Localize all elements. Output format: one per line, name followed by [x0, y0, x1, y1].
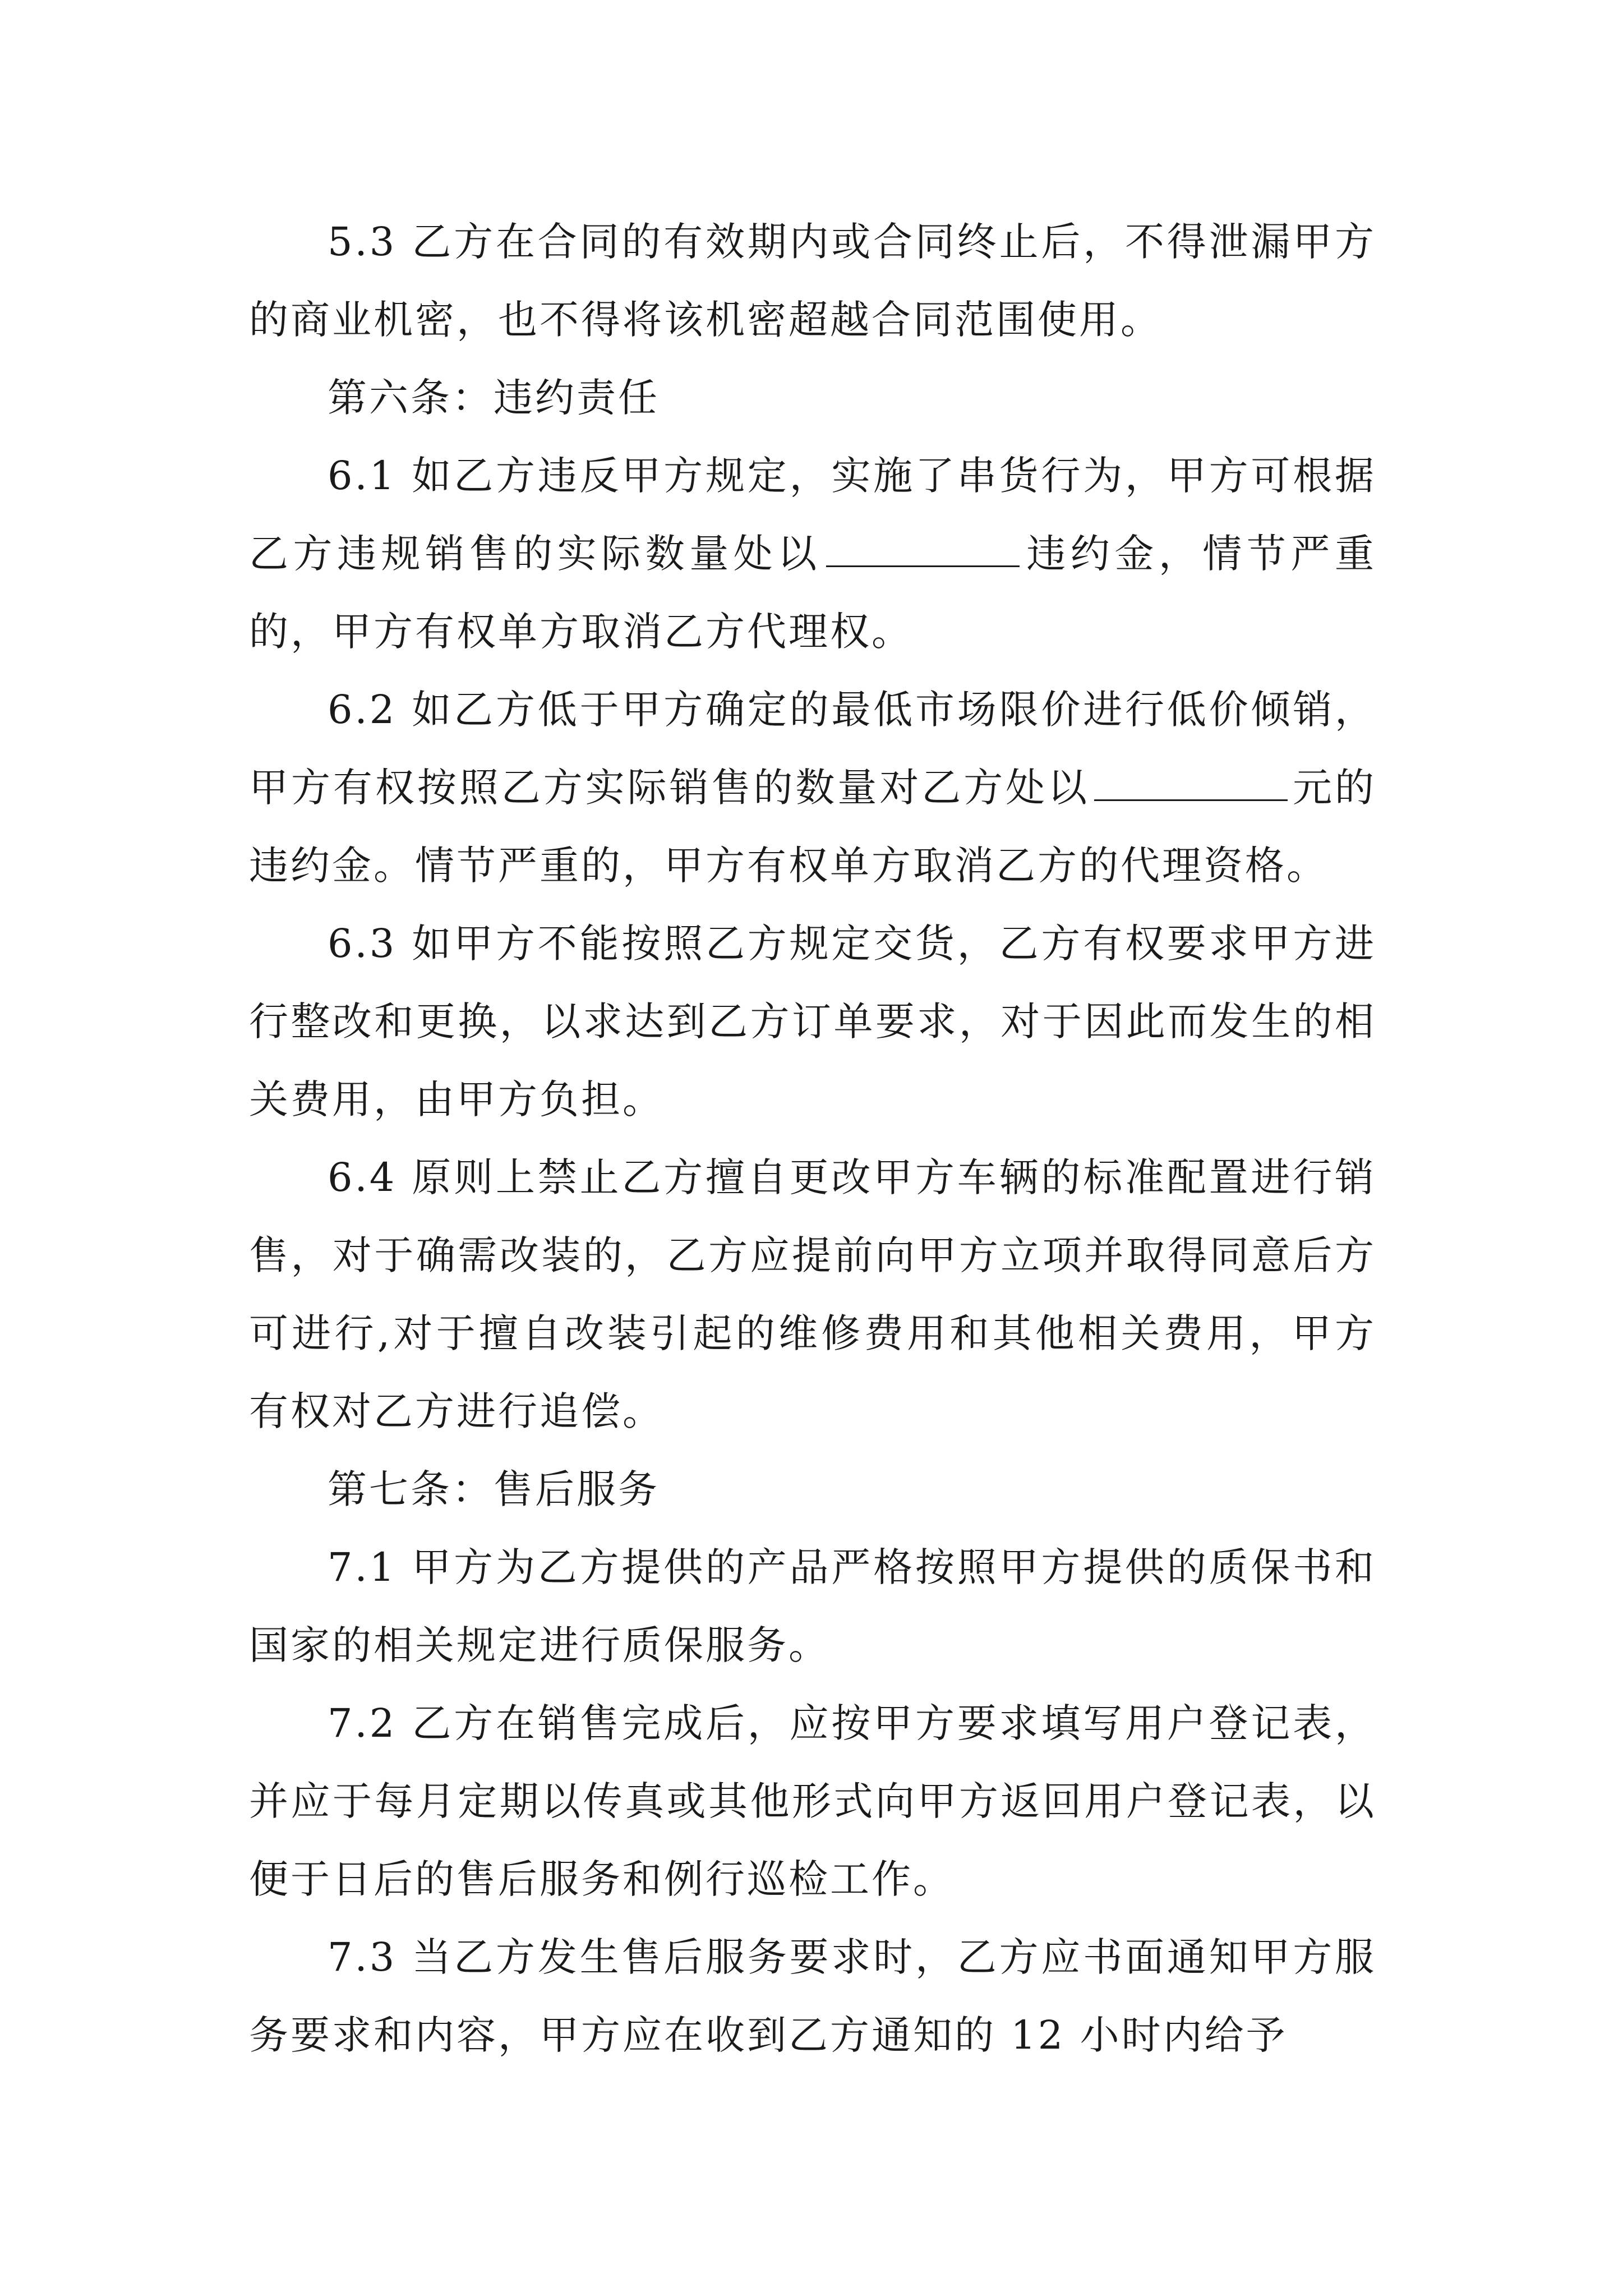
clause-text: 7.3 当乙方发生售后服务要求时，乙方应书面通知甲方服务要求和内容，甲方应在收到乙方通知的 12 小时内给予	[249, 1934, 1376, 2058]
document-page	[249, 203, 1376, 2074]
clause-text: 6.4 原则上禁止乙方擅自更改甲方车辆的标准配置进行销售，对于确需改装的，乙方应提前向甲方立项并取得同意后方可进行,对于擅自改装引起的维修费用和其他相关费用，甲方有权对乙方进行追偿。	[249, 1154, 1376, 1434]
heading-text: 第六条：违约责任	[328, 375, 660, 421]
clause-6-1	[249, 437, 1376, 671]
clause-text: 5.3 乙方在合同的有效期内或合同终止后，不得泄漏甲方的商业机密，也不得将该机密超越合同范围使用。	[249, 219, 1376, 343]
blank-field[interactable]	[1094, 766, 1288, 801]
blank-field[interactable]	[826, 532, 1020, 567]
clause-7-2	[249, 1685, 1376, 1918]
clause-7-3	[249, 1918, 1376, 2074]
clause-text: 6.1 如乙方违反甲方规定，实施了串货行为，甲方可根据乙方违规销售的实际数量处以	[249, 453, 1376, 577]
clause-6-3	[249, 905, 1376, 1139]
clause-6-4	[249, 1139, 1376, 1451]
clause-7-1	[249, 1529, 1376, 1685]
clause-text: 6.2 如乙方低于甲方确定的最低市场限价进行低价倾销，甲方有权按照乙方实际销售的数量对乙方处以	[249, 687, 1376, 811]
article-6-heading	[249, 359, 1376, 437]
article-7-heading	[249, 1451, 1376, 1529]
heading-text: 第七条：售后服务	[328, 1466, 660, 1512]
clause-text: 6.3 如甲方不能按照乙方规定交货，乙方有权要求甲方进行整改和更换，以求达到乙方订单要求，对于因此而发生的相关费用，由甲方负担。	[249, 921, 1376, 1122]
clause-text: 7.1 甲方为乙方提供的产品严格按照甲方提供的质保书和国家的相关规定进行质保服务。	[249, 1544, 1376, 1668]
clause-text: 7.2 乙方在销售完成后，应按甲方要求填写用户登记表，并应于每月定期以传真或其他形式向甲方返回用户登记表，以便于日后的售后服务和例行巡检工作。	[249, 1700, 1376, 1902]
clause-5-3	[249, 203, 1376, 359]
clause-6-2	[249, 671, 1376, 905]
clause-text: 违约金，情节严重的，甲方有权单方取消乙方代理权。	[249, 531, 1377, 655]
clause-text: 元的违约金。情节严重的，甲方有权单方取消乙方的代理资格。	[249, 765, 1377, 889]
